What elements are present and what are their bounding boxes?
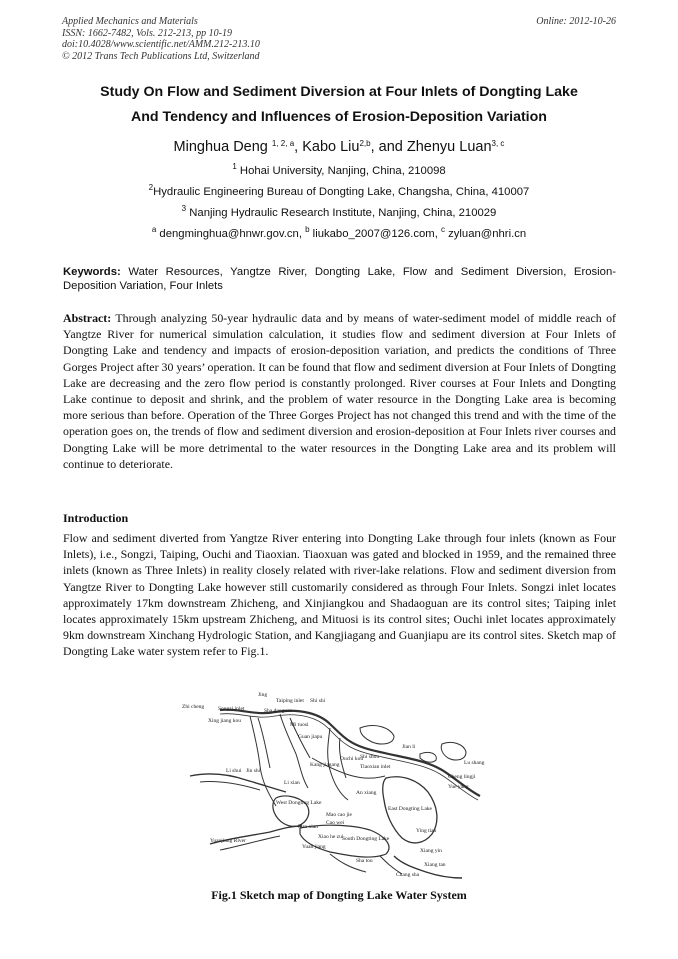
abstract-label: Abstract:: [63, 311, 112, 325]
email-b-sup: b: [305, 225, 310, 234]
affiliation-2-sup: 2: [148, 183, 154, 192]
label-zhi-cheng: Zhi cheng: [182, 704, 205, 710]
affiliation-3-sup: 3: [181, 204, 187, 213]
label-east-dongting: East Dongting Lake: [388, 806, 432, 812]
label-xiao-he-zui: Xiao he zui: [318, 834, 344, 840]
email-b: liukabo_2007@126.com,: [309, 228, 441, 240]
label-mi-tuosi: Mi tuosi: [290, 722, 309, 728]
email-a-sup: a: [151, 225, 157, 234]
email-line: [0, 225, 678, 240]
label-mao-cao-jie: Mao cao jie: [326, 812, 352, 818]
keywords-text: Water Resources, Yangtze River, Dongting Lake, Flow and Sediment Diversion, Erosion-Deposition Variation, Four Inlets: [63, 266, 616, 292]
author-3: , and Zhenyu Luan: [370, 139, 492, 155]
label-songzi-inlet: Songzi inlet: [218, 706, 245, 712]
label-xing-jiang-kou: Xing jiang kou: [208, 718, 241, 724]
label-west-dongting: West Dongting Lake: [276, 800, 322, 806]
introduction-heading: Introduction: [63, 511, 129, 525]
label-sha-daoguan: Sha daoguan: [264, 708, 293, 714]
label-ouchi-kou: Ouchi kou: [340, 756, 364, 762]
label-kang-jiagang: Kang jiagang: [310, 762, 340, 768]
email-c: zyluan@nhri.cn: [444, 228, 527, 240]
affiliation-3-text: Nanjing Hydraulic Research Institute, Nanjing, China, 210029: [186, 207, 497, 219]
label-jing: Jing: [258, 692, 268, 698]
label-yue-yang: Yue yang: [448, 784, 469, 790]
label-lu-shang: Lu shang: [464, 760, 485, 766]
label-tiaoxian-inlet: Tiaoxian inlet: [360, 764, 391, 770]
label-sha-tou: Sha tou: [356, 858, 373, 864]
keywords: [63, 265, 616, 293]
copyright-line: © 2012 Trans Tech Publications Ltd, Switzerland: [62, 50, 260, 62]
affiliation-1-sup: 1: [232, 162, 237, 171]
label-jian-li: Jian li: [402, 744, 416, 750]
paper-title: [40, 80, 638, 130]
author-list: [0, 139, 678, 155]
label-shi-shou: Shi shou: [360, 754, 380, 760]
introduction-text: Flow and sediment diverted from Yangtze River entering into Dongting Lake through four inlets (known as Four Inlets), i.e., Songzi, Taiping, Ouchi and Tiaoxian. Tiaoxuan was gated and blocked in 1959, and the remained three inlets (known as Three Inlets) in reality closely related with river-lake relations. Flow and sediment diversion from Yangtze River to Dongting Lake however still customarily considered as through Four Inlets. Songzi inlet locates approximately 17km downstream Zhicheng, and Xinjiangkou and Shadaoguan are its control sites; Taiping inlet locates approximately 15km upstream Zhicheng, and Mituosi is its control sites; Ouchi inlet locates approximately 9km downstream Xinchang Hydrologic Station, and Kangjiagang and Guanjiapu are its control sites. Sketch map of Dongting Lake water system refer to Fig.1.: [63, 531, 616, 659]
journal-name: Applied Mechanics and Materials: [62, 16, 198, 27]
label-li-shui: Li shui: [226, 768, 242, 774]
author-1-sup: 1, 2, a: [271, 139, 295, 148]
title-line-2: And Tendency and Influences of Erosion-Deposition Variation: [131, 109, 547, 125]
label-jin-shi: Jin shi: [246, 768, 261, 774]
online-date: Online: 2012-10-26: [536, 16, 616, 27]
label-an-xiang: An xiang: [356, 790, 377, 796]
email-a: dengminghua@hnwr.gov.cn,: [156, 228, 306, 240]
doi-line: doi:10.4028/www.scientific.net/AMM.212-213.10: [62, 39, 260, 50]
dongting-lake-sketch-map: [180, 688, 490, 880]
affiliation-2-text: Hydraulic Engineering Bureau of Dongting Lake, Changsha, China, 410007: [153, 186, 530, 198]
songzi-channel: [250, 716, 276, 806]
author-2: , Kabo Liu: [294, 139, 360, 155]
label-cao-wei: Cao wei: [326, 820, 345, 826]
label-south-dongting: South Dongting Lake: [342, 836, 390, 842]
keywords-label: Keywords:: [63, 266, 121, 278]
email-c-sup: c: [440, 225, 445, 234]
affiliation-2: [0, 183, 678, 198]
journal-header: [62, 16, 616, 62]
author-3-sup: 3, c: [491, 139, 505, 148]
title-line-1: Study On Flow and Sediment Diversion at Four Inlets of Dongting Lake: [100, 84, 578, 100]
hong-lake: [441, 742, 466, 760]
li-river: [190, 774, 286, 792]
author-1: Minghua Deng: [173, 139, 268, 155]
affiliation-1-text: Hohai University, Nanjing, China, 210098: [236, 165, 446, 177]
label-cheng-lingji: Cheng lingji: [448, 774, 476, 780]
issn-line: ISSN: 1662-7482, Vols. 212-213, pp 10-19: [62, 27, 232, 39]
label-xiang-tan: Xiang tan: [424, 862, 446, 868]
author-2-sup: 2,b: [359, 139, 371, 148]
label-taiping-inlet: Taiping inlet: [276, 698, 304, 704]
abstract: [63, 310, 616, 472]
label-nan-xian: Nan xian: [298, 824, 319, 830]
label-shi-shi: Shi shi: [310, 698, 326, 704]
label-yuan-jiang: Yuan jiang: [302, 844, 326, 850]
affiliation-1: [0, 162, 678, 177]
label-ying-tian: Ying tian: [416, 828, 437, 834]
label-chang-sha: Chang sha: [396, 872, 420, 878]
label-guan-jiapu: Guan jiapu: [298, 734, 323, 740]
label-yuanjiang-river: Yuanjiang River: [210, 838, 246, 844]
affiliation-3: [0, 204, 678, 219]
label-xiang-yin: Xiang yin: [420, 848, 442, 854]
label-li-county: Li xian: [284, 780, 300, 786]
abstract-text: Through analyzing 50-year hydraulic data and by means of water-sediment model of middle reach of Yangtze River for numerical simulation calculation, it studies flow and sediment diversion at Four Inlets of Dongting Lake and tendency and impacts of erosion-deposition variation, and predicts the conditions of Three Gorges Project after 30 years’ operation. It can be found that flow and sediment diversion at Four Inlets of Dongting Lake are decreasing and the zero flow period is constantly prolonged. River courses at Four Inlets and Dongting Lake continue to deposit and shrink, and the problem of water resource in the Dongting Lake area is becoming more serious than before. Operation of the Three Gorges Project has not changed this trend and with the time of the operation goes on, the trends of flow and sediment diversion and erosion-deposition at Four Inlets river courses and Dongting Lake will be more detrimental to the water resources in the Dongting Lake area and its problem will continue to deteriorate.: [63, 311, 616, 471]
figure-caption: Fig.1 Sketch map of Dongting Lake Water System: [211, 888, 467, 902]
